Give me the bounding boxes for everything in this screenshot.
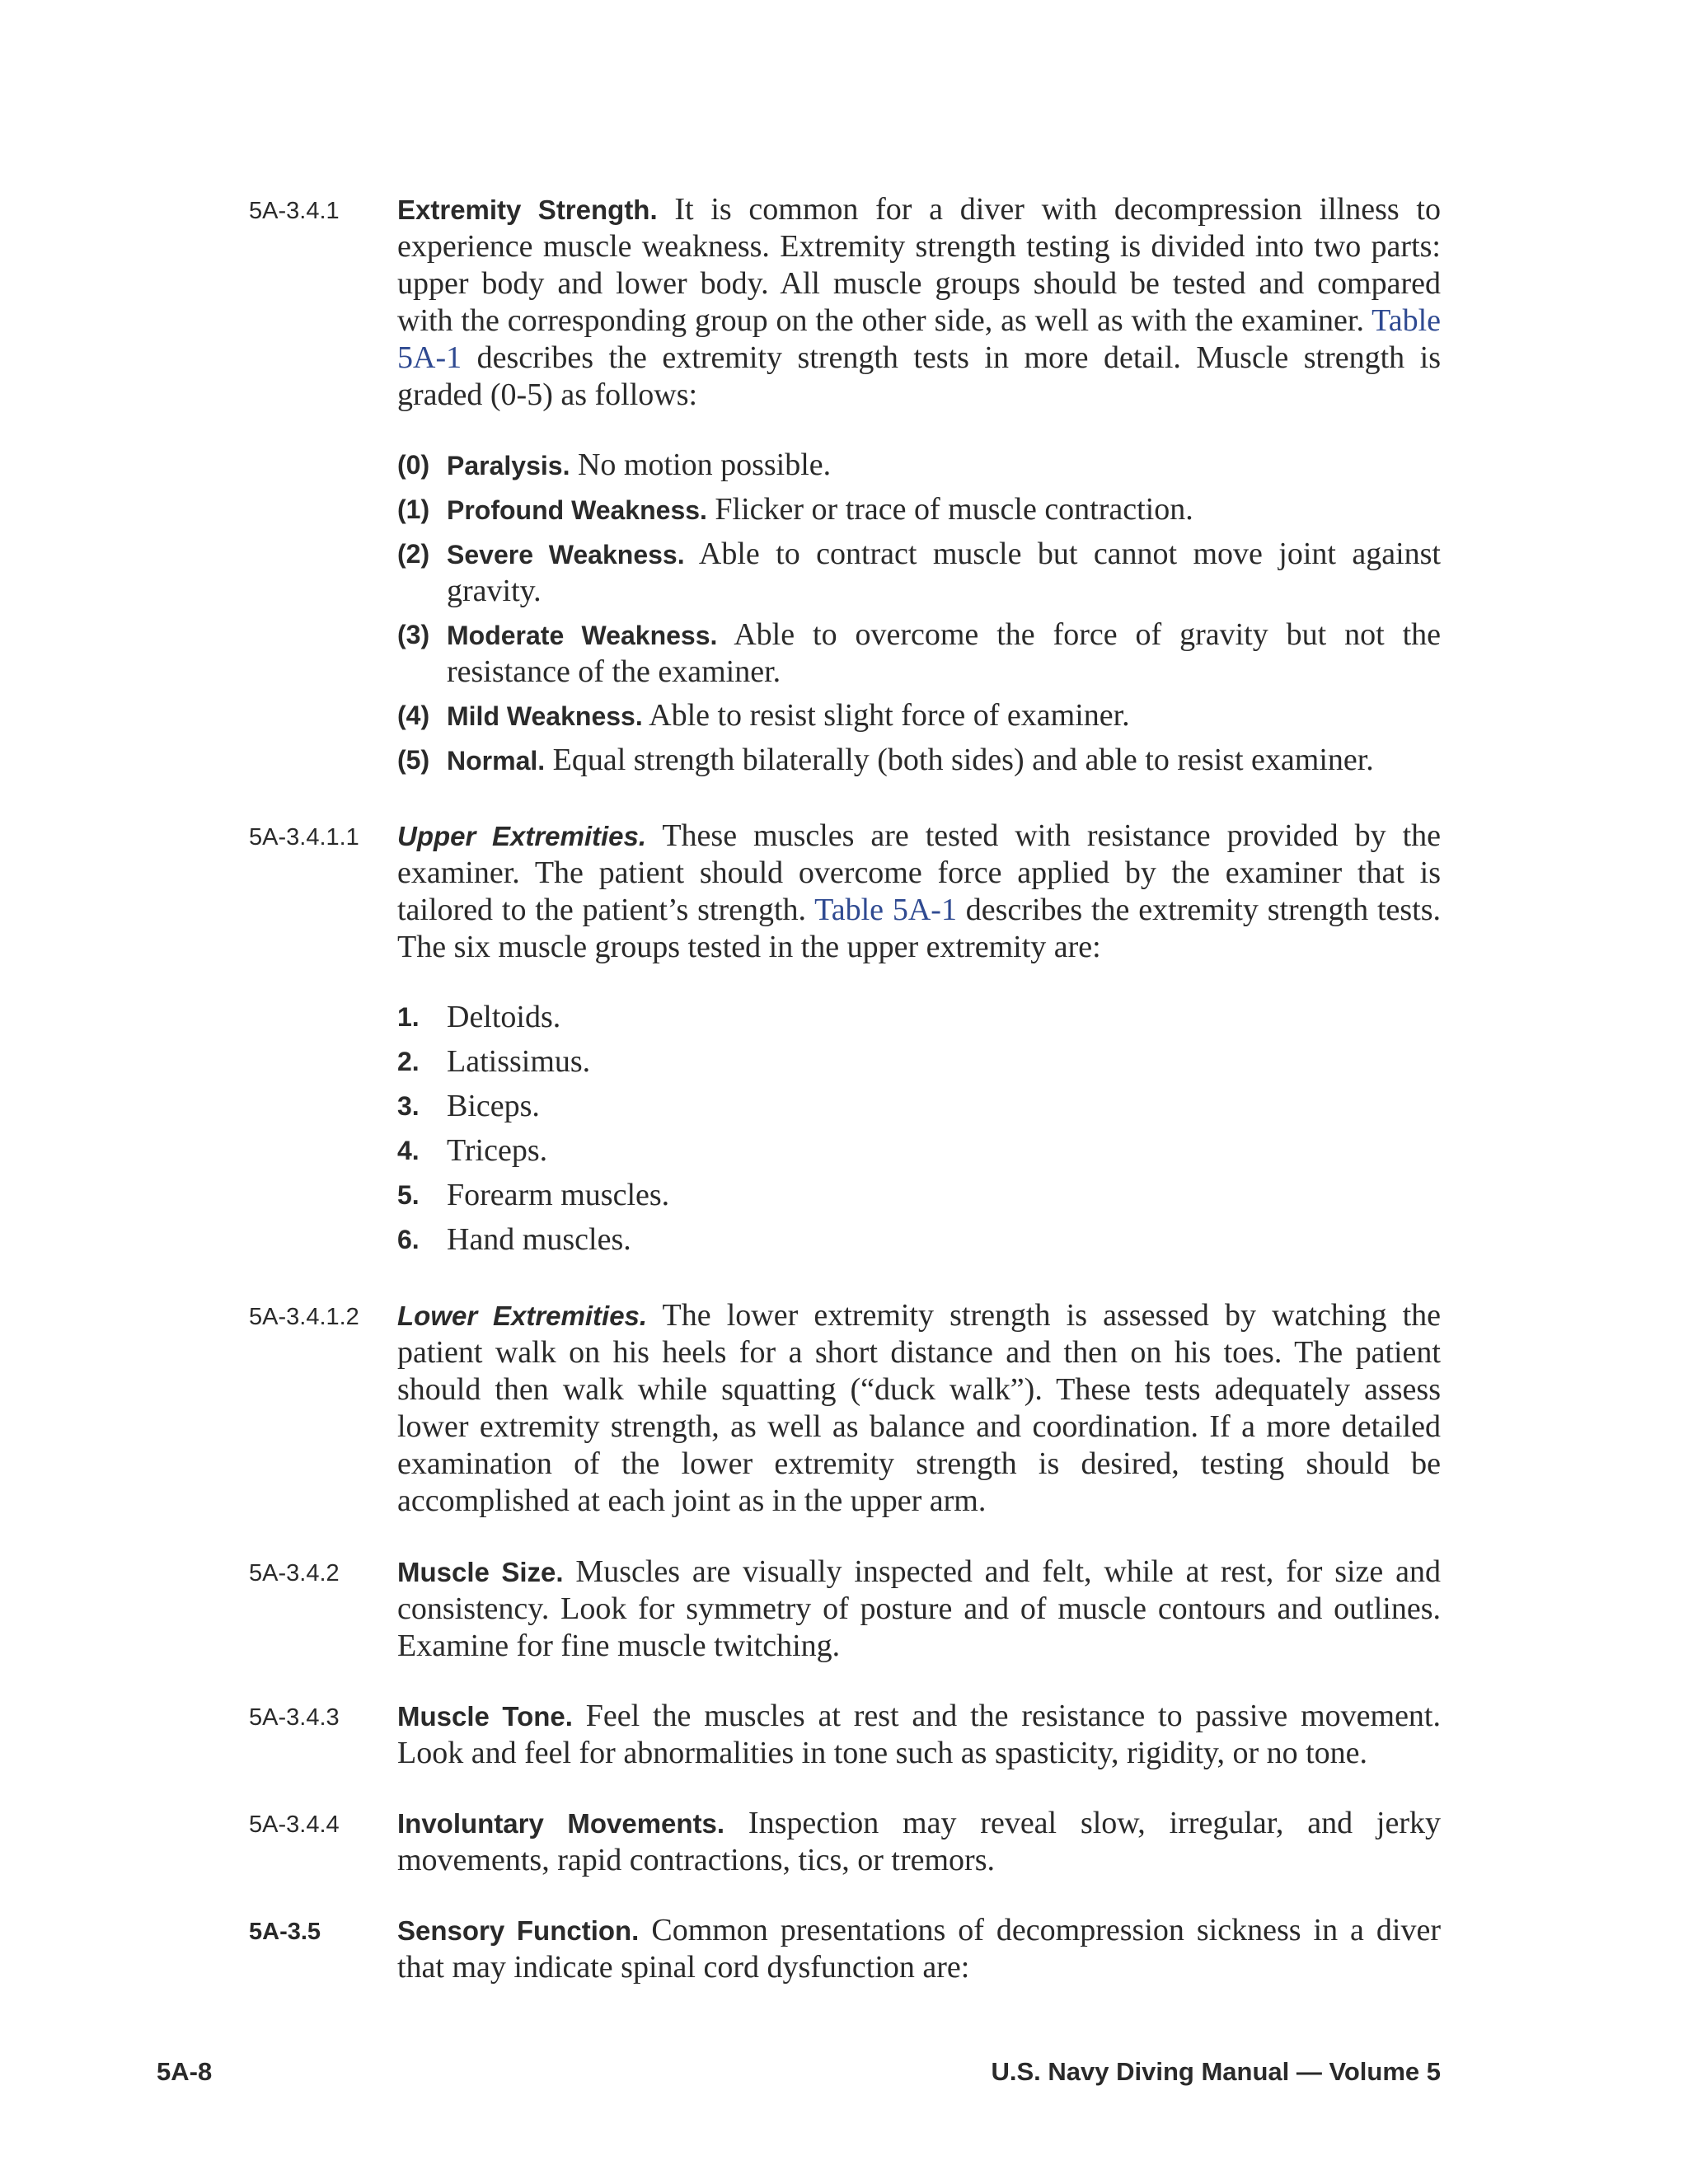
list-item xyxy=(397,1132,1441,1169)
table-link[interactable]: Table 5A-1 xyxy=(814,893,957,927)
list-item xyxy=(397,1221,1441,1258)
list-item xyxy=(397,1043,1441,1080)
list-marker: (0) xyxy=(397,450,430,480)
list-item xyxy=(397,447,1441,484)
list-item-text: Deltoids. xyxy=(447,1000,561,1034)
section-number: 5A-3.4.1 xyxy=(249,198,340,224)
list-item-text: Biceps. xyxy=(447,1089,540,1123)
list-marker: 6. xyxy=(397,1225,420,1254)
list-item xyxy=(397,616,1441,690)
section-body xyxy=(397,818,1441,966)
list-item xyxy=(397,491,1441,528)
section-number: 5A-3.4.1.2 xyxy=(249,1304,359,1330)
list-item-text: Triceps. xyxy=(447,1133,548,1168)
list-item-text: Hand muscles. xyxy=(447,1222,631,1257)
list-marker: 2. xyxy=(397,1047,420,1076)
grade-label: Severe Weakness. xyxy=(447,540,685,569)
section-text: These muscles are tested with resistance provided by the examiner. The patient should overcome force applied by the examiner that is tailored to the patient’s strength. xyxy=(397,818,1441,927)
section-body xyxy=(397,1554,1441,1665)
section-text: It is common for a diver with decompression illness to experience muscle weakness. Extremity strength testing is divided into two parts: upper body and lower body. All muscle groups should be tested and compared with the corresponding group on the other side, as well as with the examiner. xyxy=(397,192,1441,338)
section-text: The lower extremity strength is assessed by watching the patient walk on his heels for a short distance and then on his toes. The patient should then walk while squatting (“duck walk”). These tests adequately assess lower extremity strength, as well as balance and coordination. If a more detailed examination of the lower extremity strength is desired, testing should be accomplished at each joint as in the upper arm. xyxy=(397,1298,1441,1518)
list-marker: (1) xyxy=(397,494,430,524)
grade-text: Able to contract muscle but cannot move joint against gravity. xyxy=(447,537,1441,608)
section-text: Inspection may reveal slow, irregular, and jerky movements, rapid contractions, tics, or tremors. xyxy=(397,1806,1441,1877)
list-marker: (5) xyxy=(397,745,430,775)
section-heading: Upper Extremities. xyxy=(397,821,647,851)
section-number: 5A-3.4.2 xyxy=(249,1560,340,1586)
section-number: 5A-3.5 xyxy=(249,1919,321,1945)
list-item xyxy=(397,536,1441,609)
section-number: 5A-3.4.3 xyxy=(249,1704,340,1731)
grade-label: Moderate Weakness. xyxy=(447,621,718,650)
grade-text: Able to overcome the force of gravity but not the resistance of the examiner. xyxy=(447,617,1441,689)
grade-text: Flicker or trace of muscle contraction. xyxy=(706,492,1193,527)
grade-text: Equal strength bilaterally (both sides) and able to resist examiner. xyxy=(545,743,1374,777)
page-number: 5A-8 xyxy=(157,2057,213,2086)
section-number: 5A-3.4.4 xyxy=(249,1811,340,1838)
list-marker: (4) xyxy=(397,701,430,730)
grade-label: Normal. xyxy=(447,746,546,776)
list-marker: (2) xyxy=(397,539,430,569)
list-item xyxy=(397,1177,1441,1213)
grade-label: Mild Weakness. xyxy=(447,701,643,731)
document-title: U.S. Navy Diving Manual — Volume 5 xyxy=(991,2057,1441,2086)
grade-label: Profound Weakness. xyxy=(447,495,707,525)
section-number: 5A-3.4.1.1 xyxy=(249,824,359,851)
strength-grade-list xyxy=(397,447,1441,779)
list-marker: 4. xyxy=(397,1136,420,1165)
section-heading: Involuntary Movements. xyxy=(397,1808,725,1839)
section-heading: Sensory Function. xyxy=(397,1915,640,1946)
section-heading: Lower Extremities. xyxy=(397,1301,648,1331)
section-text: describes the extremity strength tests in more detail. Muscle strength is graded (0-5) as follows: xyxy=(397,340,1441,412)
section-body xyxy=(397,1805,1441,1879)
table-link[interactable]: Table 5A-1 xyxy=(397,303,1441,375)
muscle-group-list xyxy=(397,999,1441,1258)
section-text: describes the extremity strength tests. The six muscle groups tested in the upper extremity are: xyxy=(397,893,1441,964)
list-item-text: Latissimus. xyxy=(447,1044,591,1079)
list-marker: 1. xyxy=(397,1002,420,1032)
section-body xyxy=(397,191,1441,414)
grade-text: No motion possible. xyxy=(570,448,832,482)
list-item xyxy=(397,999,1441,1035)
section-text: Muscles are visually inspected and felt, while at rest, for size and consistency. Look for symmetry of posture and of muscle contours and outlines. Examine for fine muscle twitching. xyxy=(397,1554,1441,1663)
list-item xyxy=(397,742,1441,779)
list-marker: (3) xyxy=(397,620,430,649)
grade-text: Able to resist slight force of examiner. xyxy=(642,698,1130,733)
section-body xyxy=(397,1912,1441,1986)
section-body xyxy=(397,1698,1441,1772)
list-item xyxy=(397,1088,1441,1124)
list-item xyxy=(397,697,1441,734)
list-marker: 3. xyxy=(397,1091,420,1121)
section-body xyxy=(397,1297,1441,1520)
section-text: Common presentations of decompression sickness in a diver that may indicate spinal cord dysfunction are: xyxy=(397,1913,1441,1985)
grade-label: Paralysis. xyxy=(447,451,570,480)
section-heading: Extremity Strength. xyxy=(397,194,658,225)
section-heading: Muscle Tone. xyxy=(397,1701,573,1732)
section-text: Feel the muscles at rest and the resistance to passive movement. Look and feel for abnormalities in tone such as spasticity, rigidity, or no tone. xyxy=(397,1699,1441,1770)
list-marker: 5. xyxy=(397,1180,420,1210)
list-item-text: Forearm muscles. xyxy=(447,1178,670,1212)
section-heading: Muscle Size. xyxy=(397,1557,564,1587)
